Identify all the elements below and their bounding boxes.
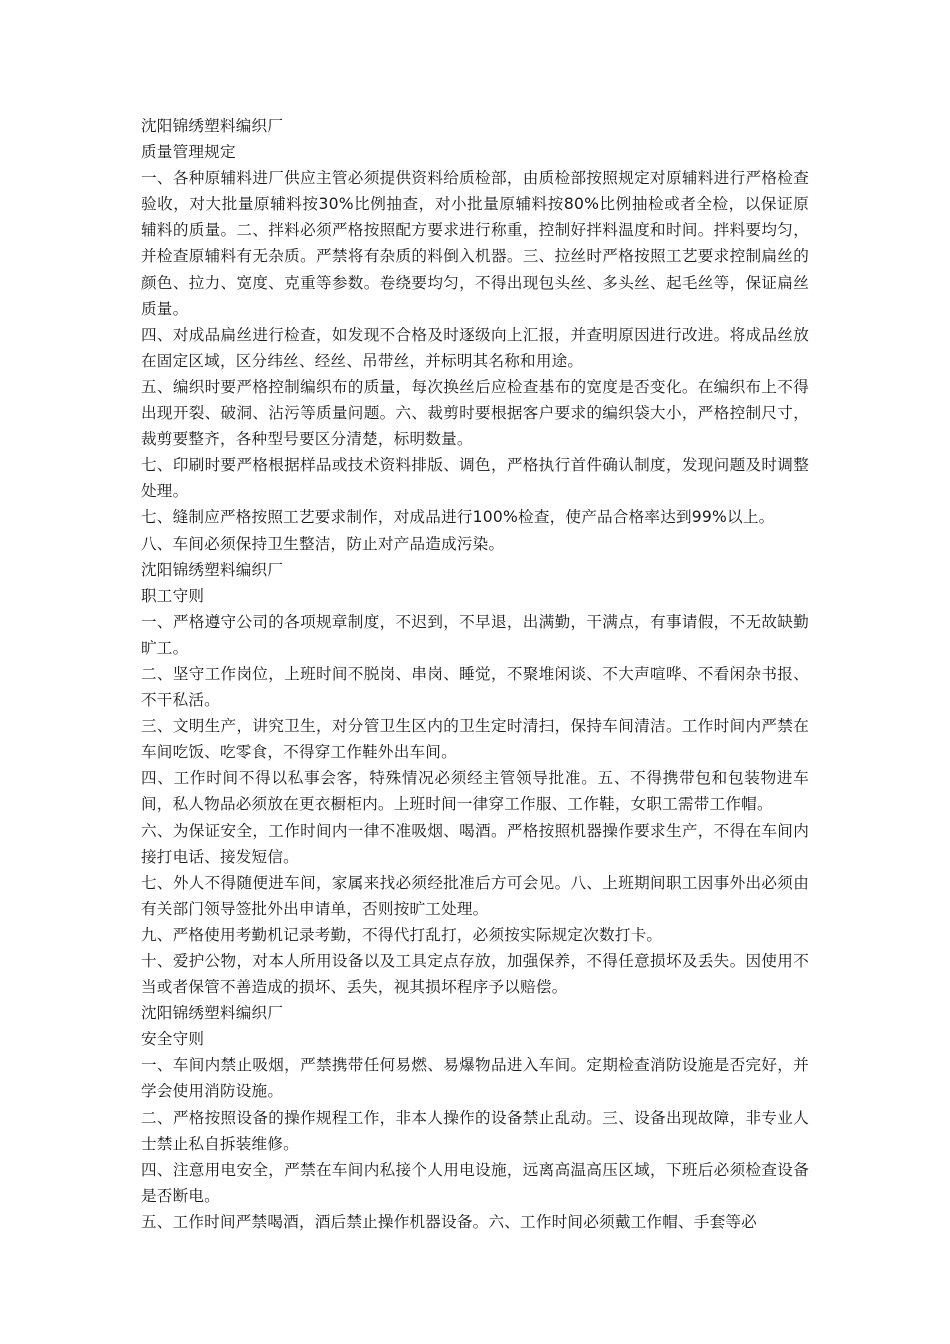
paragraph: 八、车间必须保持卫生整洁，防止对产品造成污染。 (141, 534, 505, 553)
section-title-safety: 安全守则 (141, 1030, 205, 1049)
company-name-heading: 沈阳锦绣塑料编织厂 (141, 117, 284, 135)
section-title-staff-rules: 职工守则 (141, 586, 205, 605)
paragraph: 十、爱护公物，对本人所用设备以及工具定点存放，加强保养，不得任意损坏及丢失。因使用不当或者保管不善造成的损坏、丢失，视其损坏程序予以赔偿。 (141, 952, 809, 997)
paragraph: 一、各种原辅料进厂供应主管必须提供资料给质检部，由质检部按照规定对原辅料进行严格检查验收，对大批量原辅料按30%比例抽查，对小批量原辅料按80%比例抽检或者全检，以保证原辅料的质量。二、拌料必须严格按照配方要求进行称重，控制好拌料温度和时间。拌料要均匀，并检查原辅料有无杂质。严禁将有杂质的料倒入机器。三、拉丝时严格按照工艺要求控制扁丝的颜色、拉力、宽度、克重等参数。卷绕要均匀，不得出现包头丝、多头丝、起毛丝等，保证扁丝质量。 (141, 169, 809, 318)
section-title-quality: 质量管理规定 (141, 143, 236, 162)
paragraph: 七、印刷时要严格根据样品或技术资料排版、调色，严格执行首件确认制度，发现问题及时调整处理。 (141, 456, 809, 501)
paragraph: 七、外人不得随便进车间，家属来找必须经批准后方可会见。八、上班期间职工因事外出必须由有关部门领导签批外出申请单，否则按旷工处理。 (141, 873, 809, 918)
paragraph: 七、缝制应严格按照工艺要求制作，对成品进行100%检查，使产品合格率达到99%以上。 (141, 508, 775, 527)
paragraph: 三、文明生产，讲究卫生，对分管卫生区内的卫生定时清扫，保持车间清洁。工作时间内严禁在车间吃饭、吃零食，不得穿工作鞋外出车间。 (141, 717, 809, 762)
paragraph: 九、严格使用考勤机记录考勤，不得代打乱打，必须按实际规定次数打卡。 (141, 925, 663, 944)
paragraph: 一、车间内禁止吸烟，严禁携带任何易燃、易爆物品进入车间。定期检查消防设施是否完好，并学会使用消防设施。 (141, 1056, 809, 1101)
paragraph: 一、严格遵守公司的各项规章制度，不迟到，不早退，出满勤，干满点，有事请假，不无故缺勤旷工。 (141, 612, 809, 657)
paragraph: 四、注意用电安全，严禁在车间内私接个人用电设施，远离高温高压区域，下班后必须检查设备是否断电。 (141, 1160, 809, 1205)
document-body (141, 113, 809, 1235)
paragraph: 四、对成品扁丝进行检查，如发现不合格及时逐级向上汇报，并查明原因进行改进。将成品丝放在固定区域，区分纬丝、经丝、吊带丝，并标明其名称和用途。 (141, 325, 809, 370)
paragraph: 二、严格按照设备的操作规程工作，非本人操作的设备禁止乱动。三、设备出现故障，非专业人士禁止私自拆装维修。 (141, 1108, 809, 1153)
paragraph: 二、坚守工作岗位，上班时间不脱岗、串岗、睡觉，不聚堆闲谈、不大声喧哗、不看闲杂书报、不干私活。 (141, 664, 809, 710)
paragraph: 四、工作时间不得以私事会客，特殊情况必须经主管领导批准。五、不得携带包和包装物进车间，私人物品必须放在更衣橱柜内。上班时间一律穿工作服、工作鞋，女职工需带工作帽。 (141, 769, 809, 814)
company-name-heading: 沈阳锦绣塑料编织厂 (141, 1004, 284, 1023)
company-name-heading: 沈阳锦绣塑料编织厂 (141, 560, 284, 579)
paragraph: 五、编织时要严格控制编织布的质量，每次换丝后应检查基布的宽度是否变化。在编织布上不得出现开裂、破洞、沾污等质量问题。六、裁剪时要根据客户要求的编织袋大小，严格控制尺寸，裁剪要整齐，各种型号要区分清楚，标明数量。 (141, 377, 809, 449)
paragraph: 六、为保证安全，工作时间内一律不准吸烟、喝酒。严格按照机器操作要求生产，不得在车间内接打电话、接发短信。 (141, 821, 809, 866)
paragraph: 五、工作时间严禁喝酒，酒后禁止操作机器设备。六、工作时间必须戴工作帽、手套等必 (141, 1212, 757, 1231)
